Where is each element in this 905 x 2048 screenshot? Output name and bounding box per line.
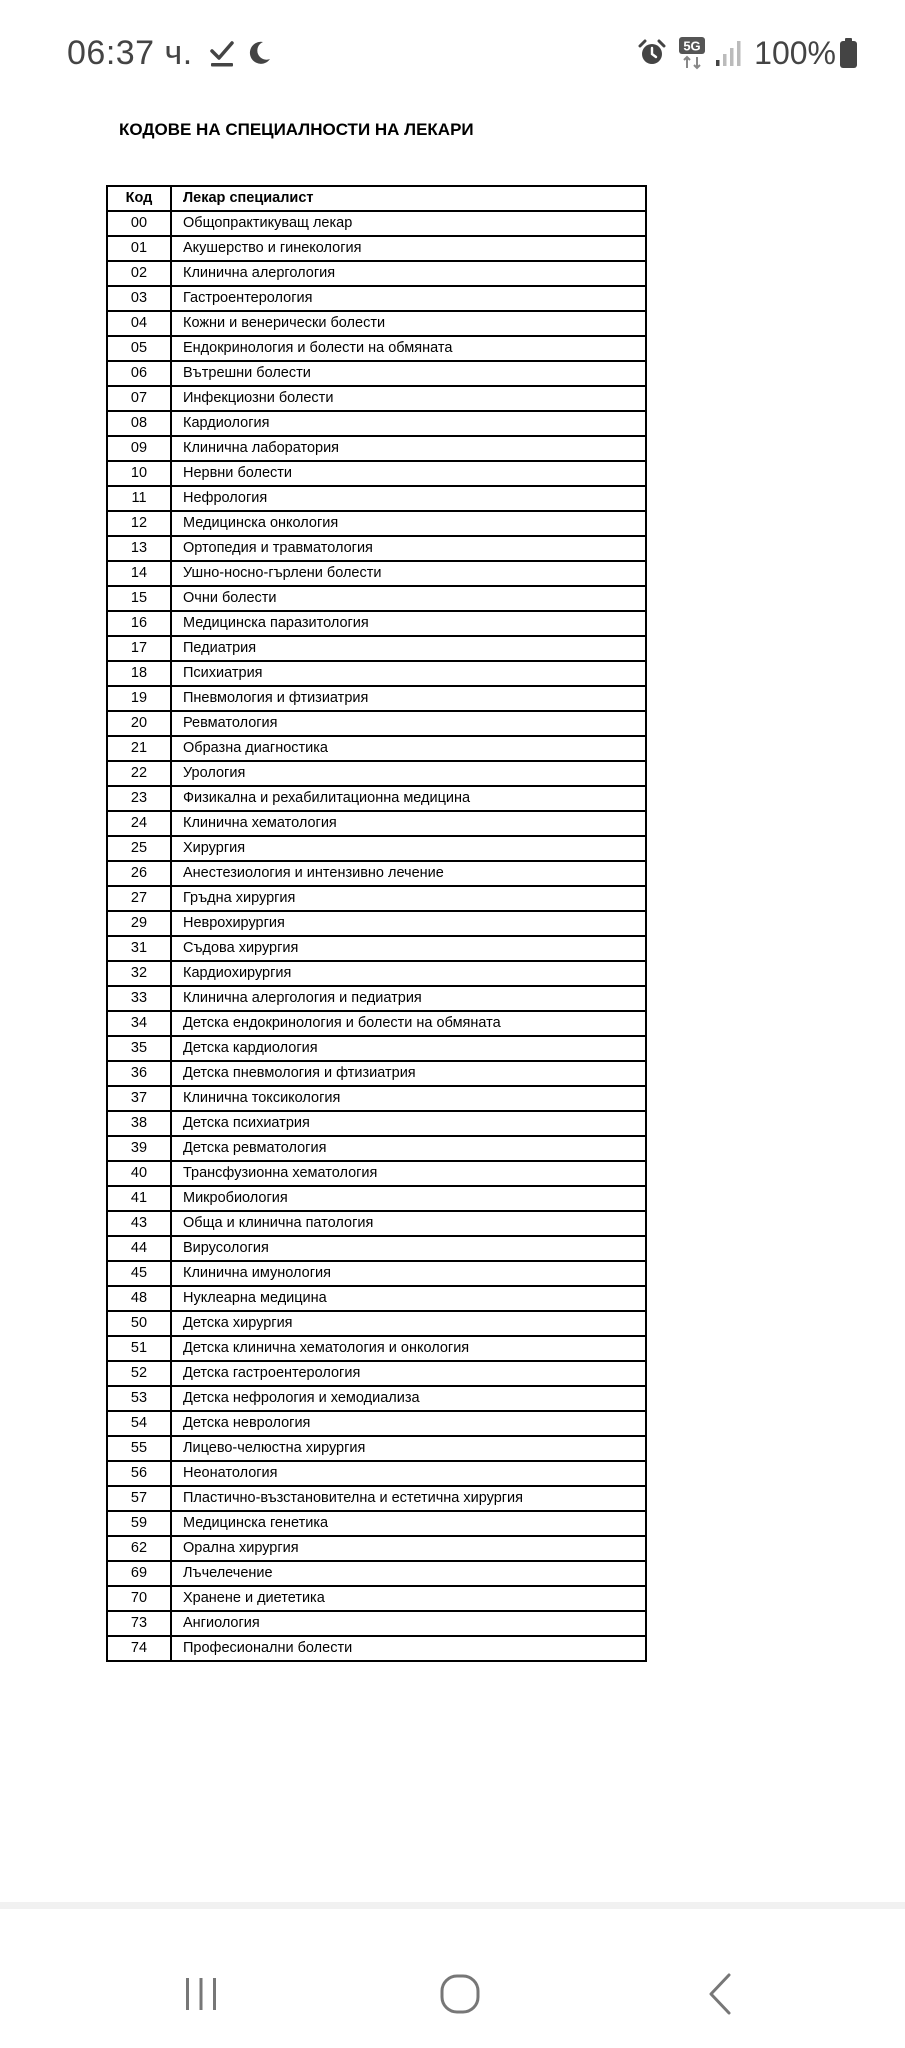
specialty-name: Нефрология [171,486,646,511]
specialty-name: Клинична имунология [171,1261,646,1286]
table-row [107,1011,646,1036]
specialty-name: Професионални болести [171,1636,646,1661]
network-5g-icon [678,36,706,70]
table-row [107,836,646,861]
specialty-name: Вътрешни болести [171,361,646,386]
specialty-name: Гръдна хирургия [171,886,646,911]
table-row [107,1286,646,1311]
specialty-name: Гастроентерология [171,286,646,311]
specialty-code: 03 [107,286,171,311]
download-done-icon [209,38,235,68]
specialty-code: 20 [107,711,171,736]
specialty-code: 34 [107,1011,171,1036]
table-row [107,936,646,961]
table-row [107,1211,646,1236]
table-row [107,361,646,386]
specialty-name: Ортопедия и травматология [171,536,646,561]
specialty-name: Ревматология [171,711,646,736]
table-row [107,961,646,986]
table-row [107,511,646,536]
table-row [107,536,646,561]
specialty-code: 40 [107,1161,171,1186]
specialty-code: 25 [107,836,171,861]
table-row [107,386,646,411]
table-row [107,1136,646,1161]
table-row [107,686,646,711]
table-row [107,886,646,911]
table-row [107,861,646,886]
specialty-name: Медицинска онкология [171,511,646,536]
specialty-code: 35 [107,1036,171,1061]
back-button[interactable] [696,1969,746,2019]
specialty-code: 50 [107,1311,171,1336]
table-body [107,211,646,1661]
table-row [107,1311,646,1336]
table-row [107,1536,646,1561]
specialty-name: Вирусология [171,1236,646,1261]
header-code: Код [107,186,171,211]
table-header-row [107,186,646,211]
specialty-name: Медицинска паразитология [171,611,646,636]
specialty-code: 17 [107,636,171,661]
table-row [107,811,646,836]
specialty-code: 55 [107,1436,171,1461]
table-row [107,1086,646,1111]
specialty-name: Детска хирургия [171,1311,646,1336]
specialty-code: 22 [107,761,171,786]
specialty-name: Анестезиология и интензивно лечение [171,861,646,886]
specialty-name: Нуклеарна медицина [171,1286,646,1311]
specialty-name: Детска нефрология и хемодиализа [171,1386,646,1411]
specialty-name: Акушерство и гинекология [171,236,646,261]
table-row [107,1486,646,1511]
specialty-name: Клинична алергология [171,261,646,286]
specialty-code: 69 [107,1561,171,1586]
specialty-code: 05 [107,336,171,361]
table-row [107,736,646,761]
specialty-name: Детска психиатрия [171,1111,646,1136]
network-label: 5G [683,38,701,54]
battery-icon [840,38,857,68]
specialty-code: 41 [107,1186,171,1211]
table-row [107,1161,646,1186]
table-row [107,986,646,1011]
specialty-name: Пневмология и фтизиатрия [171,686,646,711]
table-row [107,761,646,786]
specialty-name: Трансфузионна хематология [171,1161,646,1186]
specialty-code: 19 [107,686,171,711]
specialty-code: 74 [107,1636,171,1661]
specialty-code: 11 [107,486,171,511]
table-row [107,1361,646,1386]
specialty-name: Хирургия [171,836,646,861]
specialty-name: Лицево-челюстна хирургия [171,1436,646,1461]
specialty-name: Детска кардиология [171,1036,646,1061]
table-row [107,1561,646,1586]
specialty-code: 16 [107,611,171,636]
specialty-code: 14 [107,561,171,586]
specialty-name: Урология [171,761,646,786]
specialty-code: 53 [107,1386,171,1411]
table-row [107,1636,646,1661]
specialty-code: 39 [107,1136,171,1161]
specialty-code: 54 [107,1411,171,1436]
table-row [107,1186,646,1211]
status-bar [0,0,905,104]
specialty-code: 31 [107,936,171,961]
specialty-name: Детска гастроентерология [171,1361,646,1386]
table-row [107,1586,646,1611]
specialties-table [106,185,647,1662]
table-row [107,1411,646,1436]
specialty-code: 12 [107,511,171,536]
table-row [107,211,646,236]
table-row [107,1386,646,1411]
specialty-name: Инфекциозни болести [171,386,646,411]
table-row [107,1261,646,1286]
table-row [107,1436,646,1461]
specialty-name: Лъчелечение [171,1561,646,1586]
specialty-code: 56 [107,1461,171,1486]
specialty-name: Психиатрия [171,661,646,686]
specialty-name: Неонатология [171,1461,646,1486]
specialty-name: Ушно-носно-гърлени болести [171,561,646,586]
table-row [107,561,646,586]
specialty-code: 70 [107,1586,171,1611]
specialty-name: Ендокринология и болести на обмяната [171,336,646,361]
moon-icon [245,39,273,67]
alarm-icon [638,39,666,67]
specialty-name: Кардиохирургия [171,961,646,986]
table-row [107,286,646,311]
specialty-code: 21 [107,736,171,761]
specialty-name: Клинична алергология и педиатрия [171,986,646,1011]
table-row [107,411,646,436]
table-row [107,1461,646,1486]
table-row [107,1036,646,1061]
specialty-code: 09 [107,436,171,461]
table-row [107,1511,646,1536]
table-row [107,661,646,686]
specialty-name: Микробиология [171,1186,646,1211]
specialty-name: Кардиология [171,411,646,436]
specialty-code: 04 [107,311,171,336]
specialty-name: Детска ендокринология и болести на обмяната [171,1011,646,1036]
specialty-name: Детска неврология [171,1411,646,1436]
specialty-name: Орална хирургия [171,1536,646,1561]
specialty-code: 01 [107,236,171,261]
table-row [107,636,646,661]
specialty-code: 02 [107,261,171,286]
document-title: КОДОВЕ НА СПЕЦИАЛНОСТИ НА ЛЕКАРИ [119,120,474,139]
specialty-code: 15 [107,586,171,611]
specialty-code: 45 [107,1261,171,1286]
specialty-code: 36 [107,1061,171,1086]
specialty-name: Нервни болести [171,461,646,486]
specialty-code: 57 [107,1486,171,1511]
specialty-name: Съдова хирургия [171,936,646,961]
specialty-code: 23 [107,786,171,811]
specialty-name: Ангиология [171,1611,646,1636]
battery-percent: 100% [754,34,836,71]
table-row [107,436,646,461]
specialty-name: Образна диагностика [171,736,646,761]
specialty-code: 33 [107,986,171,1011]
table-row [107,586,646,611]
specialty-name: Медицинска генетика [171,1511,646,1536]
specialty-name: Пластично-възстановителна и естетична хирургия [171,1486,646,1511]
status-time: 06:37 ч. [67,33,193,72]
specialty-name: Общопрактикуващ лекар [171,211,646,236]
specialty-code: 26 [107,861,171,886]
table-row [107,1061,646,1086]
recents-icon [181,1974,221,2014]
specialty-name: Клинична токсикология [171,1086,646,1111]
table-row [107,1111,646,1136]
specialty-code: 48 [107,1286,171,1311]
specialty-code: 18 [107,661,171,686]
specialty-name: Физикална и рехабилитационна медицина [171,786,646,811]
home-icon [438,1972,482,2016]
specialty-name: Очни болести [171,586,646,611]
table-row [107,711,646,736]
specialty-code: 37 [107,1086,171,1111]
status-right [638,32,857,74]
table-row [107,1611,646,1636]
specialty-name: Клинична лаборатория [171,436,646,461]
specialty-code: 73 [107,1611,171,1636]
specialty-name: Детска ревматология [171,1136,646,1161]
navigation-bar [0,1902,905,2048]
table-row [107,1336,646,1361]
specialty-name: Неврохирургия [171,911,646,936]
specialty-code: 08 [107,411,171,436]
specialty-code: 52 [107,1361,171,1386]
specialty-code: 62 [107,1536,171,1561]
home-button[interactable] [430,1969,490,2019]
specialty-name: Хранене и диететика [171,1586,646,1611]
specialty-code: 29 [107,911,171,936]
specialty-name: Кожни и венерически болести [171,311,646,336]
specialty-code: 13 [107,536,171,561]
specialty-code: 24 [107,811,171,836]
table-row [107,261,646,286]
specialty-name: Детска пневмология и фтизиатрия [171,1061,646,1086]
specialty-code: 32 [107,961,171,986]
specialty-code: 00 [107,211,171,236]
table-row [107,786,646,811]
table-row [107,336,646,361]
signal-icon [714,39,744,67]
specialty-code: 27 [107,886,171,911]
back-icon [701,1972,741,2016]
table-row [107,486,646,511]
table-row [107,461,646,486]
specialty-name: Клинична хематология [171,811,646,836]
specialty-code: 38 [107,1111,171,1136]
specialty-code: 10 [107,461,171,486]
specialty-name: Детска клинична хематология и онкология [171,1336,646,1361]
recents-button[interactable] [176,1969,226,2019]
specialty-code: 07 [107,386,171,411]
status-left [67,32,273,74]
specialty-code: 06 [107,361,171,386]
table-row [107,611,646,636]
table-row [107,1236,646,1261]
specialty-code: 51 [107,1336,171,1361]
specialty-code: 44 [107,1236,171,1261]
table-row [107,911,646,936]
specialty-name: Обща и клинична патология [171,1211,646,1236]
specialty-code: 59 [107,1511,171,1536]
specialty-name: Педиатрия [171,636,646,661]
table-row [107,311,646,336]
header-name: Лекар специалист [171,186,646,211]
specialty-code: 43 [107,1211,171,1236]
table-row [107,236,646,261]
